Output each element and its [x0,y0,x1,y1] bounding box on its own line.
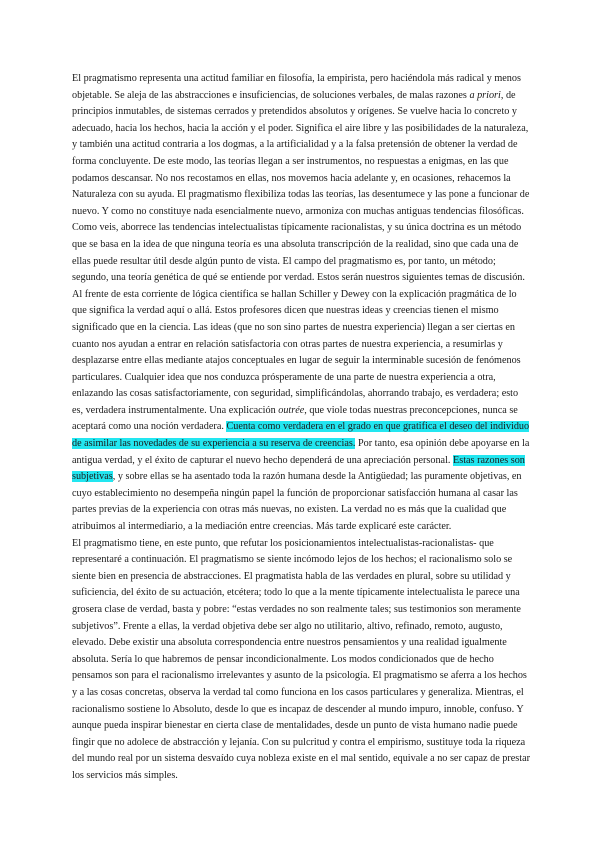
highlighted-text: Estas razones son subjetivas [72,454,525,483]
italic-term-a-priori: a priori [469,89,501,101]
text-segment: , que viole todas nuestras preconcepciones, nunca se aceptará como una noción verdadera. [72,404,518,433]
text-segment: , y sobre ellas se ha asentado toda la razón humana desde la Antigüedad; las puramente objetivas, en cuyo establecimiento no desempeña ningún papel la función de proporcionar satisfacción humana al casar las partes previas de la experiencia con otras más nuevas, no existen. La verdad no es más que la cualidad que atribuimos al intermediario, a la mediación entre creencias. Más tarde explicaré este carácter. [72,471,522,533]
paragraph-2 [72,287,530,536]
highlighted-text: Cuenta como verdadera en el grado en que gratifica el deseo del individuo de asimilar las novedades de su experiencia a su reserva de creencias. [72,421,530,450]
text-segment: Al frente de esta corriente de lógica científica se hallan Schiller y Dewey con la explicación pragmática de lo que significa la verdad aquí o allá. Estos profesores dicen que nuestras ideas y creencias tienen el mismo significado que en la ciencia. Las ideas (que no son sino partes de nuestra experiencia) llegan a ser ciertas en cuanto nos ayudan a entrar en relación satisfactoria con otras partes de nuestra experiencia, a resumirlas y desplazarse entre ellas mediante atajos conceptuales en lugar de seguir la interminable sucesión de fenómenos particulares. Cualquier idea que nos conduzca prósperamente de una parte de nuestra experiencia a otra, enlazando las cosas satisfactoriamente, con seguridad, simplificándolas, ahorrando trabajo, es verdadera; esto es, verdadera instrumentalmente. Una explicación [72,288,521,416]
paragraph-3 [72,536,530,785]
text-segment: , de principios inmutables, de sistemas cerrados y pretendidos absolutos y orígenes. Se vuelve hacia lo concreto y adecuado, hacia los hechos, hacia la acción y el poder. Significa el aire libre y las posibilidades de la naturaleza, y también una actitud contraria a los dogmas, a la artificialidad y a la falsa pretensión de obtener la verdad de forma concluyente. De este modo, las teorías llegan a ser instrumentos, no respuestas a enigmas, en las que podamos descansar. No nos recostamos en ellas, nos movemos hacia adelante y, en ocasiones, rehacemos la Naturaleza con su ayuda. El pragmatismo flexibiliza todas las teorías, las desentumece y las pone a funcionar de nuevo. Y como no constituye nada esencialmente nuevo, armoniza con muchas antiguas tendencias filosóficas. Como veis, aborrece las tendencias intelectualistas típicamente racionalistas, y su única doctrina es un método que se basa en la idea de que ninguna teoría es una absoluta transcripción de la realidad, sino que cada una de ellas puede resultar útil desde algún punto de vista. El campo del pragmatismo es, por tanto, un método; segundo, una teoría genética de qué se entiende por verdad. Estos serán nuestros siguientes temas de discusión. [72,89,530,284]
text-segment: El pragmatismo representa una actitud familiar en filosofía, la empirista, pero haciéndola más radical y menos objetable. Se aleja de las abstracciones e insuficiencias, de soluciones verbales, de malas razones [72,73,521,101]
paragraph-1 [72,71,530,287]
text-segment: El pragmatismo tiene, en este punto, que refutar los posicionamientos intelectualistas-racionalistas- que representaré a continuación. El pragmatismo se siente incómodo lejos de los hechos; el racionalismo solo se siente bien en presencia de abstracciones. El pragmatista habla de las verdades en plural, sobre su utilidad y suficiencia, del éxito de su actuación, etcétera; todo lo que a la mente típicamente intelectualista le parece una grosera clase de verdad, basta y pobre: “estas verdades no son realmente tales; sus testimonios son meramente subjetivos”. Frente a ellas, la verdad objetiva debe ser algo no utilitario, altivo, refinado, remoto, augusto, elevado. Debe existir una absoluta correspondencia entre nuestros pensamientos y una realidad igualmente absoluta. Sería lo que habremos de pensar incondicionalmente. Los modos condicionados que de hecho pensamos son para el racionalismo irrelevantes y asunto de la psicología. El pragmatismo se aferra a los hechos y a las cosas concretas, observa la verdad tal como funciona en los casos particulares y generaliza. Mientras, el racionalismo sostiene lo Absoluto, desde lo que es incapaz de descender al mundo impuro, innoble, confuso. Y aunque pueda inspirar bienestar en cierta clase de mentalidades, desde un punto de vista humano nadie puede fingir que no adolece de abstracción y lejanía. Con su pulcritud y contra el empirismo, sustituye toda la riqueza del mundo real por un sistema desvaído cuya nobleza existe en el mal sentido, equivale a no ser capaz de prestar los servicios más simples. [72,537,530,781]
text-segment: Por tanto, esa opinión debe apoyarse en la antigua verdad, y el éxito de capturar el nuevo hecho dependerá de una apreciación personal. [72,438,530,466]
italic-term-outree: outrée [278,404,305,416]
body-text [72,71,530,785]
